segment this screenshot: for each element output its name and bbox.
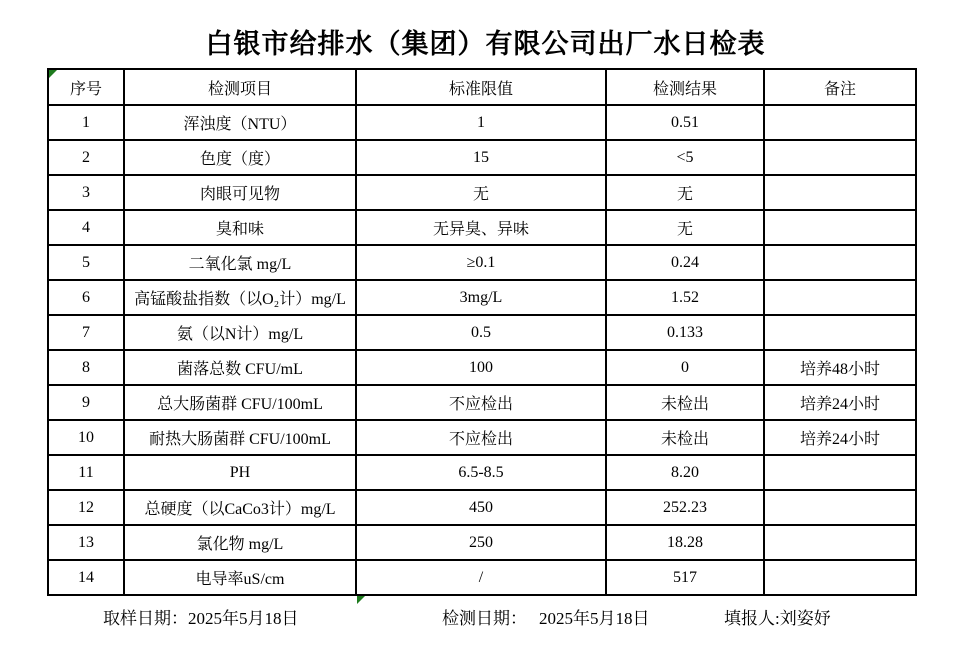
table-row bbox=[48, 350, 916, 385]
table-cell: 高锰酸盐指数（以O₂计）mg/L bbox=[124, 280, 356, 315]
header-cell-result: 检测结果 bbox=[606, 69, 764, 105]
table-row bbox=[48, 210, 916, 245]
table-row bbox=[48, 140, 916, 175]
header-cell-item: 检测项目 bbox=[124, 69, 356, 105]
table-cell bbox=[764, 560, 916, 595]
table-cell: 0.24 bbox=[606, 245, 764, 280]
reporter-name: 刘姿妤 bbox=[779, 609, 831, 628]
table-row bbox=[48, 560, 916, 595]
table-row bbox=[48, 175, 916, 210]
table-cell: 250 bbox=[356, 525, 606, 560]
table-cell bbox=[764, 280, 916, 315]
table-cell: 6.5-8.5 bbox=[356, 455, 606, 490]
table-cell bbox=[764, 175, 916, 210]
table-cell: 耐热大肠菌群 CFU/100mL bbox=[124, 420, 356, 455]
table-cell: 二氧化氯 mg/L bbox=[124, 245, 356, 280]
table-cell: 无异臭、异味 bbox=[356, 210, 606, 245]
table-cell: 1.52 bbox=[606, 280, 764, 315]
table-cell bbox=[764, 210, 916, 245]
sample-date-value: 2025年5月18日 bbox=[188, 609, 299, 628]
table-body bbox=[48, 105, 916, 595]
table-cell: 1 bbox=[356, 105, 606, 140]
table-cell: 6 bbox=[48, 280, 124, 315]
test-date-label: 检测日期： bbox=[442, 609, 527, 628]
header-cell-limit: 标准限值 bbox=[356, 69, 606, 105]
table-cell: ≥0.1 bbox=[356, 245, 606, 280]
table-cell: 3 bbox=[48, 175, 124, 210]
table-row bbox=[48, 245, 916, 280]
table-cell: 2 bbox=[48, 140, 124, 175]
table-cell: 电导率uS/cm bbox=[124, 560, 356, 595]
sample-date-label: 取样日期： bbox=[103, 609, 188, 628]
table-cell: 总大肠菌群 CFU/100mL bbox=[124, 385, 356, 420]
table-cell: 总硬度（以CaCo3计）mg/L bbox=[124, 490, 356, 525]
reporter bbox=[724, 604, 831, 629]
table-cell bbox=[764, 525, 916, 560]
table-row bbox=[48, 490, 916, 525]
table-cell: 100 bbox=[356, 350, 606, 385]
table-cell bbox=[764, 140, 916, 175]
table-cell bbox=[764, 315, 916, 350]
table-cell: 12 bbox=[48, 490, 124, 525]
table-row bbox=[48, 315, 916, 350]
cell-error-triangle-icon bbox=[357, 596, 365, 604]
header-row bbox=[48, 69, 916, 105]
table-cell: 培养24小时 bbox=[764, 385, 916, 420]
table-cell: 8 bbox=[48, 350, 124, 385]
header-cell-remarks: 备注 bbox=[764, 69, 916, 105]
table-cell bbox=[764, 455, 916, 490]
table-cell: 13 bbox=[48, 525, 124, 560]
table-cell: 1 bbox=[48, 105, 124, 140]
table-cell: 8.20 bbox=[606, 455, 764, 490]
table-cell: 450 bbox=[356, 490, 606, 525]
table-row bbox=[48, 280, 916, 315]
cell-error-triangle-icon bbox=[49, 70, 57, 78]
test-date bbox=[442, 604, 650, 629]
table-cell: 4 bbox=[48, 210, 124, 245]
table-cell: 菌落总数 CFU/mL bbox=[124, 350, 356, 385]
table-cell: 0.133 bbox=[606, 315, 764, 350]
table-row bbox=[48, 525, 916, 560]
table-cell: 无 bbox=[606, 175, 764, 210]
header-cell-index: 序号 bbox=[48, 69, 124, 105]
table-cell bbox=[764, 105, 916, 140]
reporter-label: 填报人: bbox=[724, 609, 780, 628]
table-cell: 培养48小时 bbox=[764, 350, 916, 385]
table-cell: 14 bbox=[48, 560, 124, 595]
table-cell: 18.28 bbox=[606, 525, 764, 560]
table-cell: 15 bbox=[356, 140, 606, 175]
table-cell: 培养24小时 bbox=[764, 420, 916, 455]
table-cell: 色度（度） bbox=[124, 140, 356, 175]
table-cell: 不应检出 bbox=[356, 420, 606, 455]
table-cell bbox=[764, 245, 916, 280]
table-cell: 浑浊度（NTU） bbox=[124, 105, 356, 140]
table-row bbox=[48, 420, 916, 455]
table-cell: 0.5 bbox=[356, 315, 606, 350]
table-row bbox=[48, 385, 916, 420]
table-cell: 未检出 bbox=[606, 385, 764, 420]
table-cell: 10 bbox=[48, 420, 124, 455]
table-header bbox=[48, 69, 916, 105]
table-cell: 不应检出 bbox=[356, 385, 606, 420]
table-cell bbox=[764, 490, 916, 525]
table-cell: 未检出 bbox=[606, 420, 764, 455]
table-cell: 氨（以N计）mg/L bbox=[124, 315, 356, 350]
table-cell: 肉眼可见物 bbox=[124, 175, 356, 210]
page-title: 白银市给排水（集团）有限公司出厂水日检表 bbox=[205, 29, 766, 59]
table-cell: 5 bbox=[48, 245, 124, 280]
test-date-value: 2025年5月18日 bbox=[539, 609, 650, 628]
table-cell: 9 bbox=[48, 385, 124, 420]
table-cell: 氯化物 mg/L bbox=[124, 525, 356, 560]
table-cell: 7 bbox=[48, 315, 124, 350]
daily-inspection-table bbox=[47, 68, 917, 596]
table-cell: 517 bbox=[606, 560, 764, 595]
table-cell: 无 bbox=[356, 175, 606, 210]
table-cell: 0 bbox=[606, 350, 764, 385]
table-cell: / bbox=[356, 560, 606, 595]
table-cell: 3mg/L bbox=[356, 280, 606, 315]
table-cell: 无 bbox=[606, 210, 764, 245]
table-cell: 臭和味 bbox=[124, 210, 356, 245]
table-row bbox=[48, 455, 916, 490]
sample-date bbox=[103, 604, 299, 629]
table-cell: 0.51 bbox=[606, 105, 764, 140]
table-cell: PH bbox=[124, 455, 356, 490]
table-cell: <5 bbox=[606, 140, 764, 175]
table-row bbox=[48, 105, 916, 140]
table-cell: 252.23 bbox=[606, 490, 764, 525]
table-cell: 11 bbox=[48, 455, 124, 490]
